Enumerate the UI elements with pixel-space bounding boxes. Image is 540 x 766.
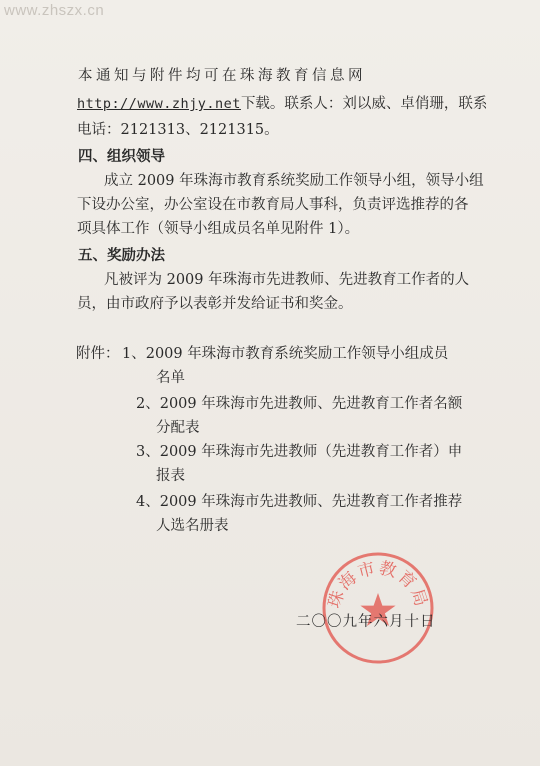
- section-5-heading: 五、奖励办法: [78, 248, 165, 264]
- attachments-label: 附件：: [76, 346, 120, 362]
- section-5-line-1: 凡被评为 2009 年珠海市先进教师、先进教育工作者的人: [104, 272, 470, 288]
- section-5-line-2: 员，由市政府予以表彰并发给证书和奖金。: [77, 296, 353, 312]
- section-4-line-1: 成立 2009 年珠海市教育系统奖励工作领导小组，领导小组: [104, 173, 484, 189]
- attachment-4-line-2: 人选名册表: [156, 518, 229, 534]
- section-4-line-3: 项具体工作（领导小组成员名单见附件 1）。: [77, 221, 360, 237]
- section-4-line-2: 下设办公室，办公室设在市教育局人事科，负责评选推荐的各: [77, 197, 469, 213]
- watermark: www.zhszx.cn: [4, 2, 105, 19]
- official-seal-icon: [318, 548, 438, 668]
- contact-phone: 电话：2121313、2121315。: [77, 122, 279, 138]
- section-4-heading: 四、组织领导: [78, 149, 165, 165]
- issue-date: 二〇〇九年六月十日: [296, 614, 436, 630]
- attachment-4-line-1: 4、2009 年珠海市先进教师、先进教育工作者推荐: [136, 494, 463, 510]
- attachment-2-line-2: 分配表: [156, 420, 200, 436]
- attachment-3-line-2: 报表: [156, 468, 185, 484]
- attachment-2-line-1: 2、2009 年珠海市先进教师、先进教育工作者名额: [136, 396, 463, 412]
- intro-line-2: [77, 94, 487, 114]
- website-link[interactable]: http://www.zhjy.net: [77, 96, 241, 112]
- attachment-1-line-1: 1、2009 年珠海市教育系统奖励工作领导小组成员: [122, 346, 449, 362]
- svg-text:珠海市教育局: 珠海市教育局: [324, 558, 432, 611]
- attachment-1-line-2: 名单: [156, 370, 185, 386]
- attachment-3-line-1: 3、2009 年珠海市先进教师（先进教育工作者）申: [136, 444, 463, 460]
- intro-line-1: 本通知与附件均可在珠海教育信息网: [78, 68, 366, 84]
- intro-line-2-text: 下载。联系人：刘以威、卓俏珊，联系: [240, 96, 488, 112]
